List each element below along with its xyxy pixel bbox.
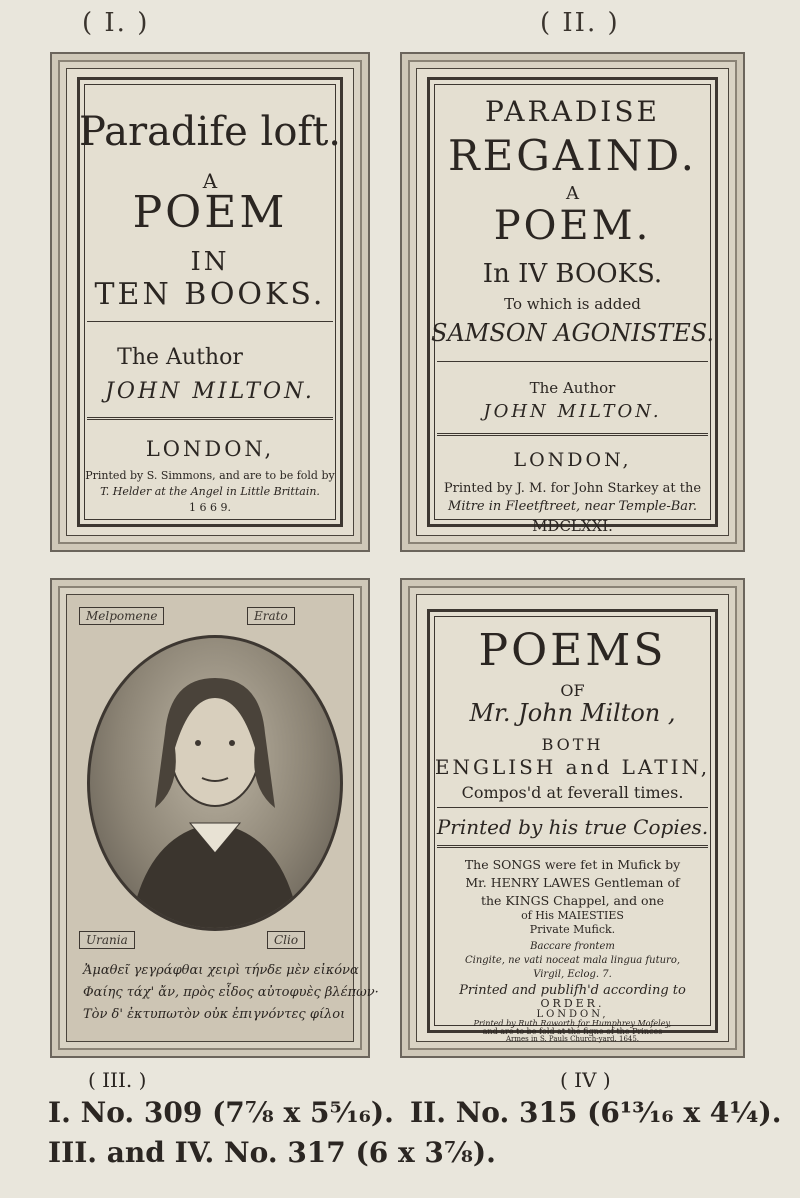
author-name: JOHN MILTON.: [105, 379, 315, 404]
both-text: BOTH: [541, 735, 604, 754]
book-title: Paradife loft.: [79, 109, 341, 155]
author-name: Mr. John Milton ,: [469, 699, 676, 727]
book-title-2: REGAIND.: [447, 131, 698, 180]
greek-verse-3: Τὸν δ' ἐκτυπωτὸν οὐκ ἐπιγνόντες φίλοι: [83, 1007, 346, 1022]
plate-label-one: ( I. ): [82, 8, 150, 38]
samson-title: SAMSON AGONISTES.: [431, 319, 714, 347]
imprint-line-3: Armes in S. Pauls Church-yard. 1645.: [505, 1035, 640, 1043]
songs-line-2: Mr. HENRY LAWES Gentleman of: [465, 875, 680, 890]
plate-three: [50, 578, 379, 1058]
author-label: The Author: [529, 379, 616, 397]
muse-label-4: Clio: [267, 931, 305, 949]
poem-heading: POEM.: [493, 203, 652, 249]
of-text: OF: [560, 681, 585, 700]
songs-line-5: Private Mufick.: [529, 923, 616, 936]
books-count: TEN BOOKS.: [94, 277, 326, 312]
imprint-line-1: Printed by J. M. for John Starkey at the: [443, 481, 702, 496]
plate-four: [400, 578, 745, 1058]
plate-two: [400, 52, 745, 552]
in-text: IN: [190, 247, 230, 277]
printed-note: Printed by his true Copies.: [436, 815, 709, 839]
title-page-paradise-lost: [66, 68, 354, 536]
books-count: In IV BOOKS.: [482, 259, 663, 289]
plate-label-three: ( III. ): [88, 1068, 147, 1092]
caption-plate-two: II. No. 315 (6¹³⁄₁₆ x 4¼).: [410, 1096, 782, 1129]
added-note: To which is added: [504, 295, 641, 313]
muse-label-3: Urania: [79, 931, 135, 949]
order-text: ORDER.: [540, 997, 605, 1010]
songs-line-3: the KINGS Chappel, and one: [480, 893, 665, 908]
portrait-figure: [90, 638, 340, 928]
article: A: [566, 183, 579, 204]
quote-line-3: Virgil, Eclog. 7.: [533, 969, 612, 980]
languages: ENGLISH and LATIN,: [434, 755, 711, 779]
muse-label-2: Erato: [247, 607, 295, 625]
quote-line-2: Cingite, ne vati noceat mala lingua futuro,: [464, 955, 681, 966]
imprint-line-2: T. Helder at the Angel in Little Brittain.: [100, 485, 320, 498]
author-name: JOHN MILTON.: [483, 401, 662, 422]
greek-verse-2: Φαίης τάχ' ἄν, πρὸς εἶδος αὐτοφυὲς βλέπων·: [83, 985, 379, 1000]
poem-heading: POEM: [132, 187, 288, 238]
composed-note: Compos'd at feverall times.: [461, 783, 684, 802]
portrait-image: [87, 635, 343, 931]
muse-label-1: Melpomene: [79, 607, 164, 625]
title-page-poems-1645: [416, 594, 729, 1042]
imprint-year: MDCLXXI.: [532, 517, 613, 535]
book-title: PARADISE: [485, 95, 660, 128]
imprint-place: LONDON,: [536, 1009, 609, 1020]
imprint-line-2: and are to be fold at the figne of the Princes: [482, 1027, 663, 1036]
imprint-year: 1 6 6 9.: [189, 501, 231, 514]
plate-label-four: ( IV ): [560, 1068, 611, 1092]
imprint-line-1: Printed by S. Simmons, and are to be fold by: [85, 469, 335, 482]
imprint-place: LONDON,: [513, 449, 632, 471]
greek-verse-1: Ἀμαθεῖ γεγράφθαι χειρὶ τήνδε μὲν εἰκόνα: [83, 963, 359, 978]
article: A: [202, 169, 218, 193]
caption-plate-one: I. No. 309 (7⅞ x 5⁵⁄₁₆).: [48, 1096, 394, 1129]
songs-line-4: of His MAIESTIES: [521, 909, 624, 922]
caption-plates-three-four: III. and IV. No. 317 (6 x 3⅞).: [48, 1136, 496, 1169]
published-note: Printed and publifh'd according to: [459, 983, 686, 998]
title-page-paradise-regained: [416, 68, 729, 536]
author-label: The Author: [117, 345, 243, 370]
plate-one: [50, 52, 370, 552]
quote-line-1: Baccare frontem: [530, 941, 615, 952]
songs-line-1: The SONGS were fet in Mufick by: [464, 857, 681, 872]
book-title: POEMS: [478, 625, 667, 676]
plate-label-two: ( II. ): [540, 8, 620, 38]
imprint-line-2: Mitre in Fleetftreet, near Temple-Bar.: [448, 499, 697, 514]
imprint-line-1: Printed by Ruth Raworth for Humphrey Mofeley,: [473, 1019, 672, 1028]
frontispiece-portrait: [66, 594, 379, 1042]
imprint-place: LONDON,: [145, 437, 275, 461]
